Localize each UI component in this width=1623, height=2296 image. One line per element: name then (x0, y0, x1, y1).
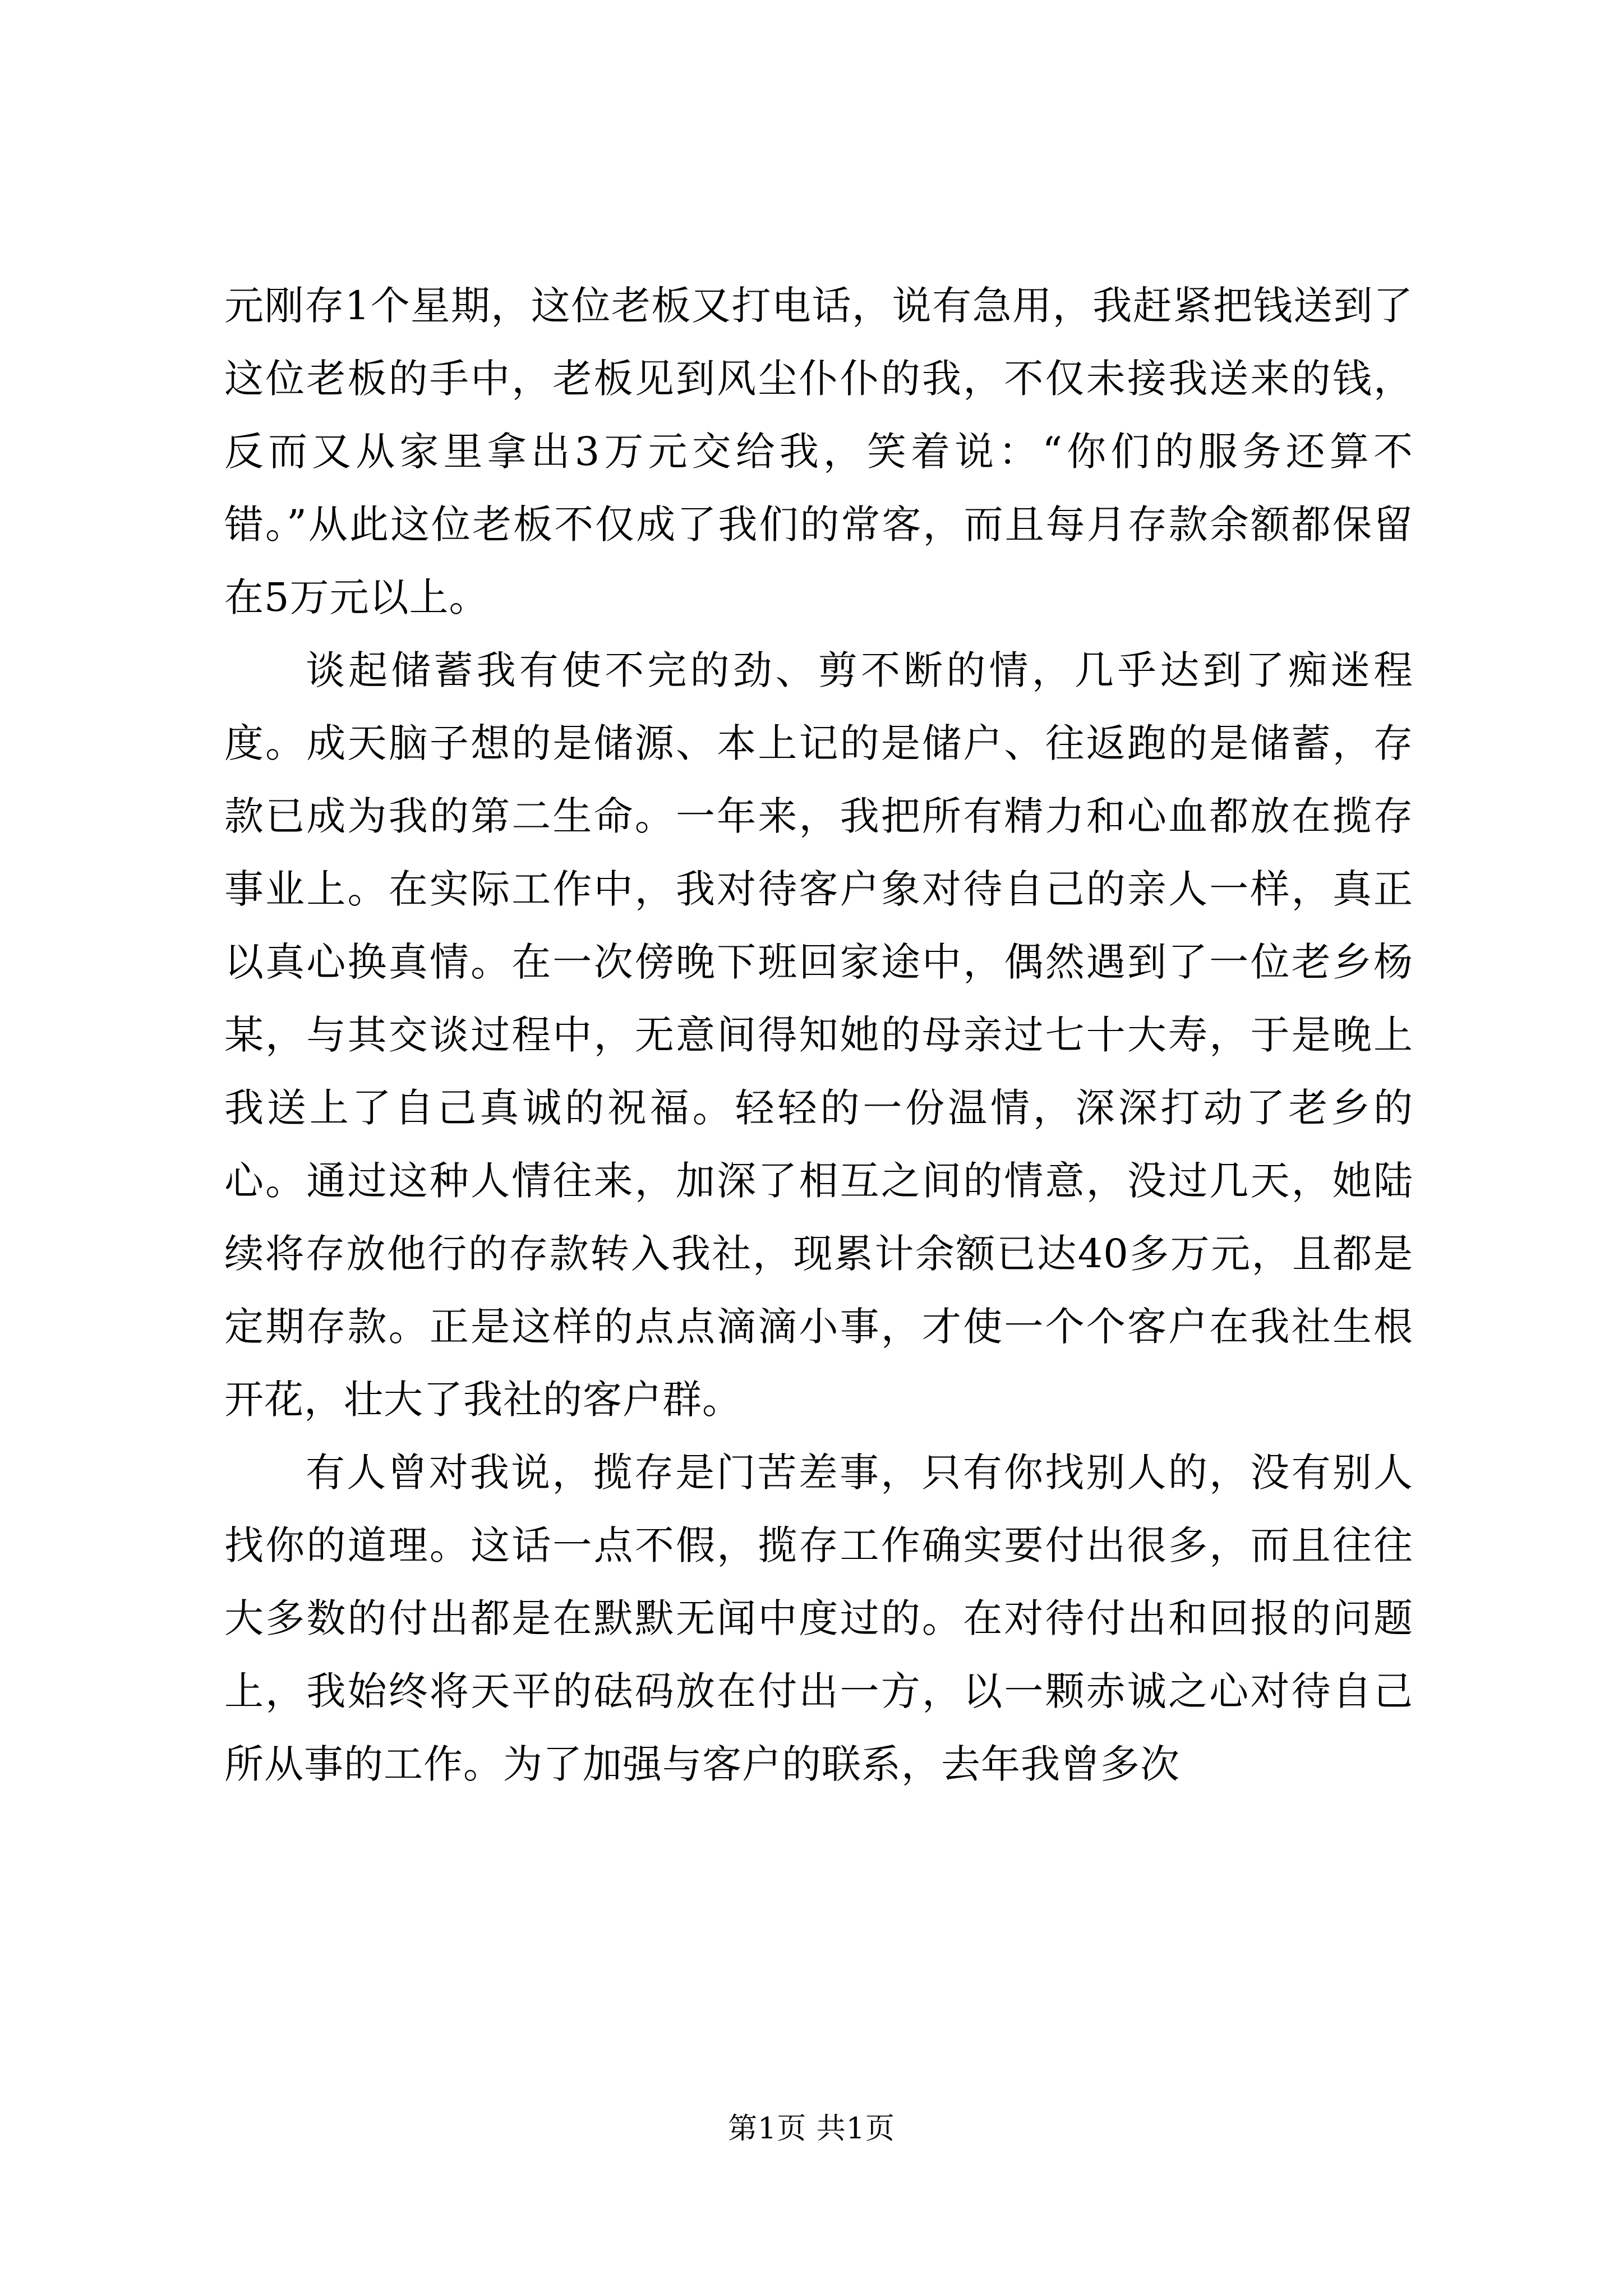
document-body (224, 269, 1413, 1801)
page-footer: 第1页 共1页 (728, 2112, 895, 2146)
paragraph-2: 谈起储蓄我有使不完的劲、剪不断的情，几乎达到了痴迷程度。成天脑子想的是储源、本上记的是储户、往返跑的是储蓄，存款已成为我的第二生命。一年来，我把所有精力和心血都放在揽存事业上。在实际工作中，我对待客户象对待自己的亲人一样，真正以真心换真情。在一次傍晚下班回家途中，偶然遇到了一位老乡杨某，与其交谈过程中，无意间得知她的母亲过七十大寿，于是晚上我送上了自己真诚的祝福。轻轻的一份温情，深深打动了老乡的心。通过这种人情往来，加深了相互之间的情意，没过几天，她陆续将存放他行的存款转入我社，现累计余额已达40多万元，且都是定期存款。正是这样的点点滴滴小事，才使一个个客户在我社生根开花，壮大了我社的客户群。 (224, 647, 1413, 1423)
paragraph-1: 元刚存1个星期，这位老板又打电话，说有急用，我赶紧把钱送到了这位老板的手中，老板见到风尘仆仆的我，不仅未接我送来的钱，反而又从家里拿出3万元交给我，笑着说：“你们的服务还算不错。”从此这位老板不仅成了我们的常客，而且每月存款余额都保留在5万元以上。 (224, 283, 1413, 620)
paragraph-3: 有人曾对我说，揽存是门苦差事，只有你找别人的，没有别人找你的道理。这话一点不假，揽存工作确实要付出很多，而且往往大多数的付出都是在默默无闻中度过的。在对待付出和回报的问题上，我始终将天平的砝码放在付出一方，以一颗赤诚之心对待自己所从事的工作。为了加强与客户的联系，去年我曾多次 (224, 1450, 1413, 1787)
